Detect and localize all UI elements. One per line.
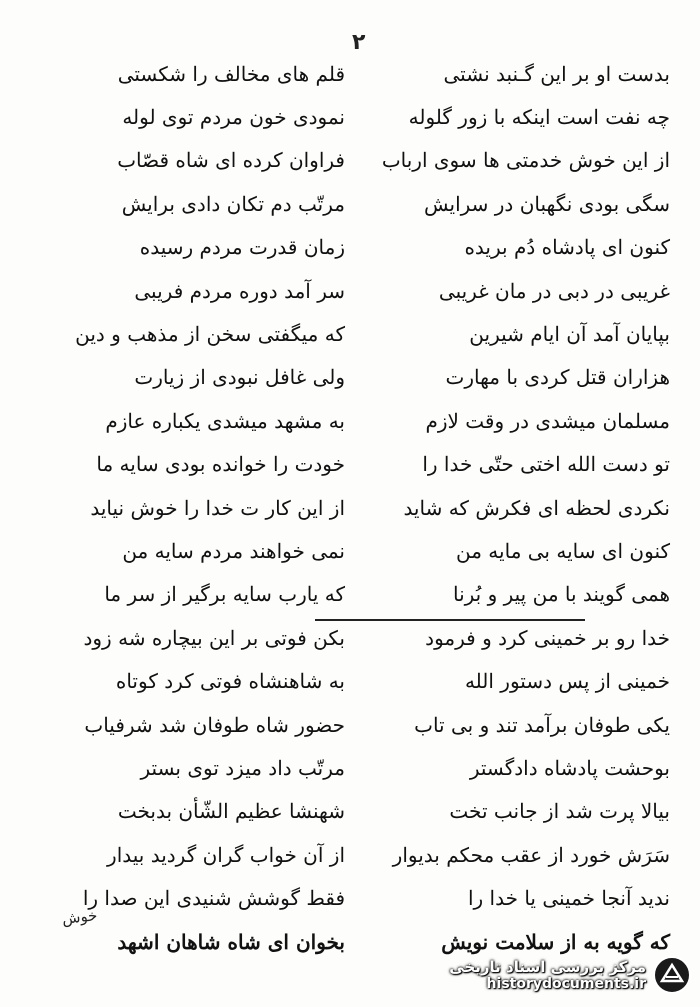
hemistich-left: خودت را خوانده بودی سایه ما — [96, 452, 345, 477]
hemistich-right: غریبی در دبی در مان غریبی — [438, 278, 670, 303]
couplet — [40, 616, 670, 659]
hemistich-left: مرتّب داد میزد توی بستر — [140, 755, 345, 780]
archive-seal-icon — [652, 955, 692, 995]
hemistich-right: بپایان آمد آن ایام شیرین — [469, 322, 670, 347]
hemistich-left: که یارب سایه برگیر از سر ما — [104, 582, 345, 607]
hemistich-left: زمان قدرت مردم رسیده — [139, 235, 345, 260]
couplet — [40, 443, 670, 486]
hemistich-left: قلم های مخالف را شکستی — [117, 61, 345, 86]
section-divider — [315, 619, 585, 621]
couplet — [40, 182, 670, 225]
couplet — [40, 52, 670, 95]
hemistich-left: شهنشا عظیم الشّأن بدبخت — [117, 799, 345, 824]
hemistich-right: ندید آنجا خمینی یا خدا را — [467, 886, 670, 911]
hemistich-left: مرتّب دم تکان دادی برایش — [121, 191, 345, 216]
page-number: ۲ — [352, 30, 366, 55]
hemistich-left: ولی غافل نبودی از زیارت — [134, 365, 345, 390]
watermark-org-name: مرکز بررسی اسناد تاریخی — [449, 958, 646, 976]
couplet — [40, 876, 670, 919]
hemistich-right: کنون ای سایه بی مایه من — [456, 538, 670, 563]
hemistich-left: به شاهنشاه فوتی کرد کوتاه — [115, 669, 345, 694]
hemistich-right: سَرَش خورد از عقب محکم بدیوار — [392, 842, 670, 867]
watermark — [412, 949, 692, 1001]
hemistich-right: کنون ای پادشاه دُم بریده — [464, 235, 670, 260]
watermark-text — [449, 958, 646, 992]
watermark-url: historydocuments.ir — [486, 976, 646, 992]
hemistich-left: از آن خواب گران گردید بیدار — [107, 842, 345, 867]
couplet — [40, 746, 670, 789]
hemistich-left: حضور شاه طوفان شد شرفیاب — [84, 712, 345, 737]
hemistich-left: به مشهد میشدی یکباره عازم — [105, 408, 345, 433]
couplet — [40, 703, 670, 746]
hemistich-right: مسلمان میشدی در وقت لازم — [425, 408, 670, 433]
hemistich-left: سر آمد دوره مردم فریبی — [134, 278, 345, 303]
couplet — [40, 95, 670, 138]
couplet — [40, 356, 670, 399]
couplet — [40, 790, 670, 833]
hemistich-left: بخوان ای شاه شاهان اشهد — [117, 929, 345, 954]
couplet — [40, 226, 670, 269]
hemistich-left: فراوان کرده ای شاه قصّاب — [117, 148, 345, 173]
hemistich-left: که میگفتی سخن از مذهب و دین — [75, 322, 345, 347]
hemistich-left: بکن فوتی بر این بیچاره شه زود — [83, 625, 345, 650]
couplet — [40, 659, 670, 702]
hemistich-right: همی گویند با من پیر و بُرنا — [452, 582, 670, 607]
hemistich-right: هزاران قتل کردی با مهارت — [445, 365, 670, 390]
couplet — [40, 529, 670, 572]
hemistich-right: تو دست الله اختی حتّی خدا را — [422, 452, 670, 477]
couplet — [40, 833, 670, 876]
couplet — [40, 573, 670, 616]
hemistich-right: بدست او بر این گـنبد نشتی — [443, 61, 670, 86]
couplet — [40, 139, 670, 182]
couplet — [40, 312, 670, 355]
hemistich-right: که گویه به از سلامت نویش — [441, 929, 670, 954]
couplet — [40, 399, 670, 442]
hemistich-right: سگی بودی نگهبان در سرایش — [424, 191, 670, 216]
hemistich-right: یکی طوفان برآمد تند و بی تاب — [414, 712, 670, 737]
couplet — [40, 486, 670, 529]
hemistich-right: بوحشت پادشاه دادگستر — [469, 755, 670, 780]
hemistich-right: خمینی از پس دستور الله — [464, 669, 670, 694]
couplet — [40, 269, 670, 312]
poem-body — [40, 52, 670, 963]
hemistich-left: از این کار ت خدا را خوش نیاید — [90, 495, 345, 520]
hemistich-left: نمی خواهند مردم سایه من — [122, 538, 345, 563]
hemistich-right: از این خوش خدمتی ها سوی ارباب — [381, 148, 670, 173]
hemistich-right: خدا رو بر خمینی کرد و فرمود — [425, 625, 670, 650]
hemistich-right: چه نفت است اینکه با زور گلوله — [408, 105, 670, 130]
hemistich-left: نمودی خون مردم توی لوله — [122, 105, 345, 130]
hemistich-right: بیالا پرت شد از جانب تخت — [449, 799, 670, 824]
handwritten-note: خوش — [61, 906, 99, 928]
hemistich-right: نکردی لحظه ای فکرش که شاید — [403, 495, 670, 520]
hemistich-left: فقط گوشش شنیدی این صدا را — [82, 886, 345, 911]
